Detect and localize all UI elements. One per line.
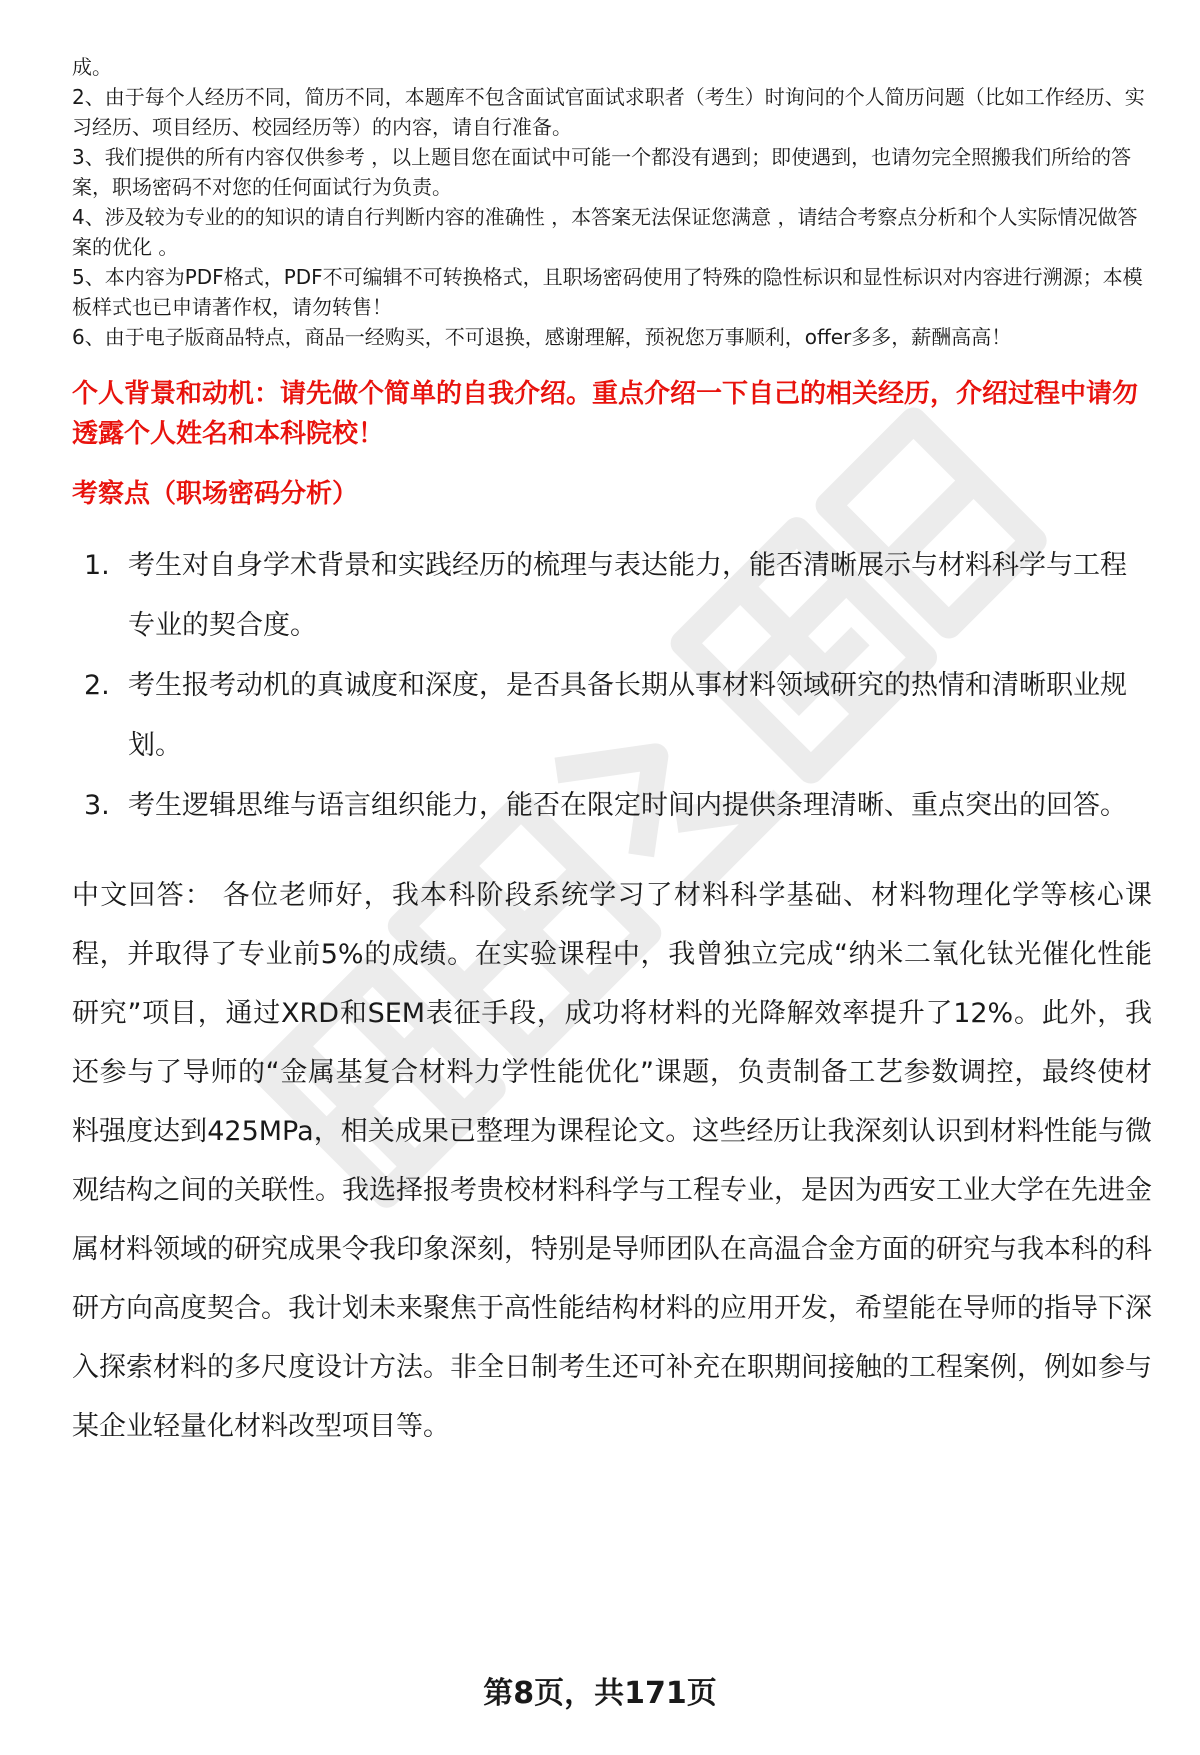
page-content — [72, 52, 1152, 1456]
answer-label: 中文回答： — [72, 880, 213, 911]
analysis-point — [72, 536, 1152, 656]
analysis-point — [72, 776, 1152, 836]
notice-list — [72, 52, 1152, 352]
page-number: 第8页，共171页 — [483, 1676, 717, 1711]
notice-item: 2、由于每个人经历不同，简历不同，本题库不包含面试官面试求职者（考生）时询问的个人简历问题（比如工作经历、实习经历、项目经历、校园经历等）的内容，请自行准备。 — [72, 85, 1145, 139]
answer-block — [72, 866, 1152, 1456]
notice-item: 5、本内容为PDF格式，PDF不可编辑不可转换格式，且职场密码使用了特殊的隐性标识和显性标识对内容进行溯源；本模板样式也已申请著作权，请勿转售！ — [72, 265, 1143, 319]
analysis-points — [72, 536, 1152, 836]
notice-item: 6、由于电子版商品特点，商品一经购买，不可退换，感谢理解，预祝您万事顺利，offer多多，薪酬高高！ — [72, 325, 1012, 349]
point-number: 3. — [84, 790, 110, 821]
notice-item: 成。 — [72, 55, 112, 79]
point-text: 考生报考动机的真诚度和深度，是否具备长期从事材料领域研究的热情和清晰职业规划。 — [128, 670, 1127, 761]
point-number: 1. — [84, 550, 110, 581]
analysis-title: 考察点（职场密码分析） — [72, 479, 359, 509]
question-title: 个人背景和动机：请先做个简单的自我介绍。重点介绍一下自己的相关经历，介绍过程中请勿透露个人姓名和本科院校！ — [72, 379, 1139, 449]
point-text: 考生对自身学术背景和实践经历的梳理与表达能力，能否清晰展示与材料科学与工程专业的契合度。 — [128, 550, 1127, 641]
notice-item: 3、我们提供的所有内容仅供参考 ，以上题目您在面试中可能一个都没有遇到；即使遇到，也请勿完全照搬我们所给的答案，职场密码不对您的任何面试行为负责。 — [72, 145, 1132, 199]
notice-item: 4、涉及较为专业的的知识的请自行判断内容的准确性 ，本答案无法保证您满意 ，请结合考察点分析和个人实际情况做答案的优化 。 — [72, 205, 1138, 259]
point-text: 考生逻辑思维与语言组织能力，能否在限定时间内提供条理清晰、重点突出的回答。 — [128, 790, 1127, 821]
point-number: 2. — [84, 670, 110, 701]
answer-text: 各位老师好，我本科阶段系统学习了材料科学基础、材料物理化学等核心课程，并取得了专业前5%的成绩。在实验课程中，我曾独立完成“纳米二氧化钛光催化性能研究”项目，通过XRD和SEM表征手段，成功将材料的光降解效率提升了12%。此外，我还参与了导师的“金属基复合材料力学性能优化”课题，负责制备工艺参数调控，最终使材料强度达到425MPa，相关成果已整理为课程论文。这些经历让我深刻认识到材料性能与微观结构之间的关联性。我选择报考贵校材料科学与工程专业，是因为西安工业大学在先进金属材料领域的研究成果令我印象深刻，特别是导师团队在高温合金方面的研究与我本科的科研方向高度契合。我计划未来聚焦于高性能结构材料的应用开发，希望能在导师的指导下深入探索材料的多尺度设计方法。非全日制考生还可补充在职期间接触的工程案例，例如参与某企业轻量化材料改型项目等。 — [72, 880, 1152, 1442]
analysis-point — [72, 656, 1152, 776]
